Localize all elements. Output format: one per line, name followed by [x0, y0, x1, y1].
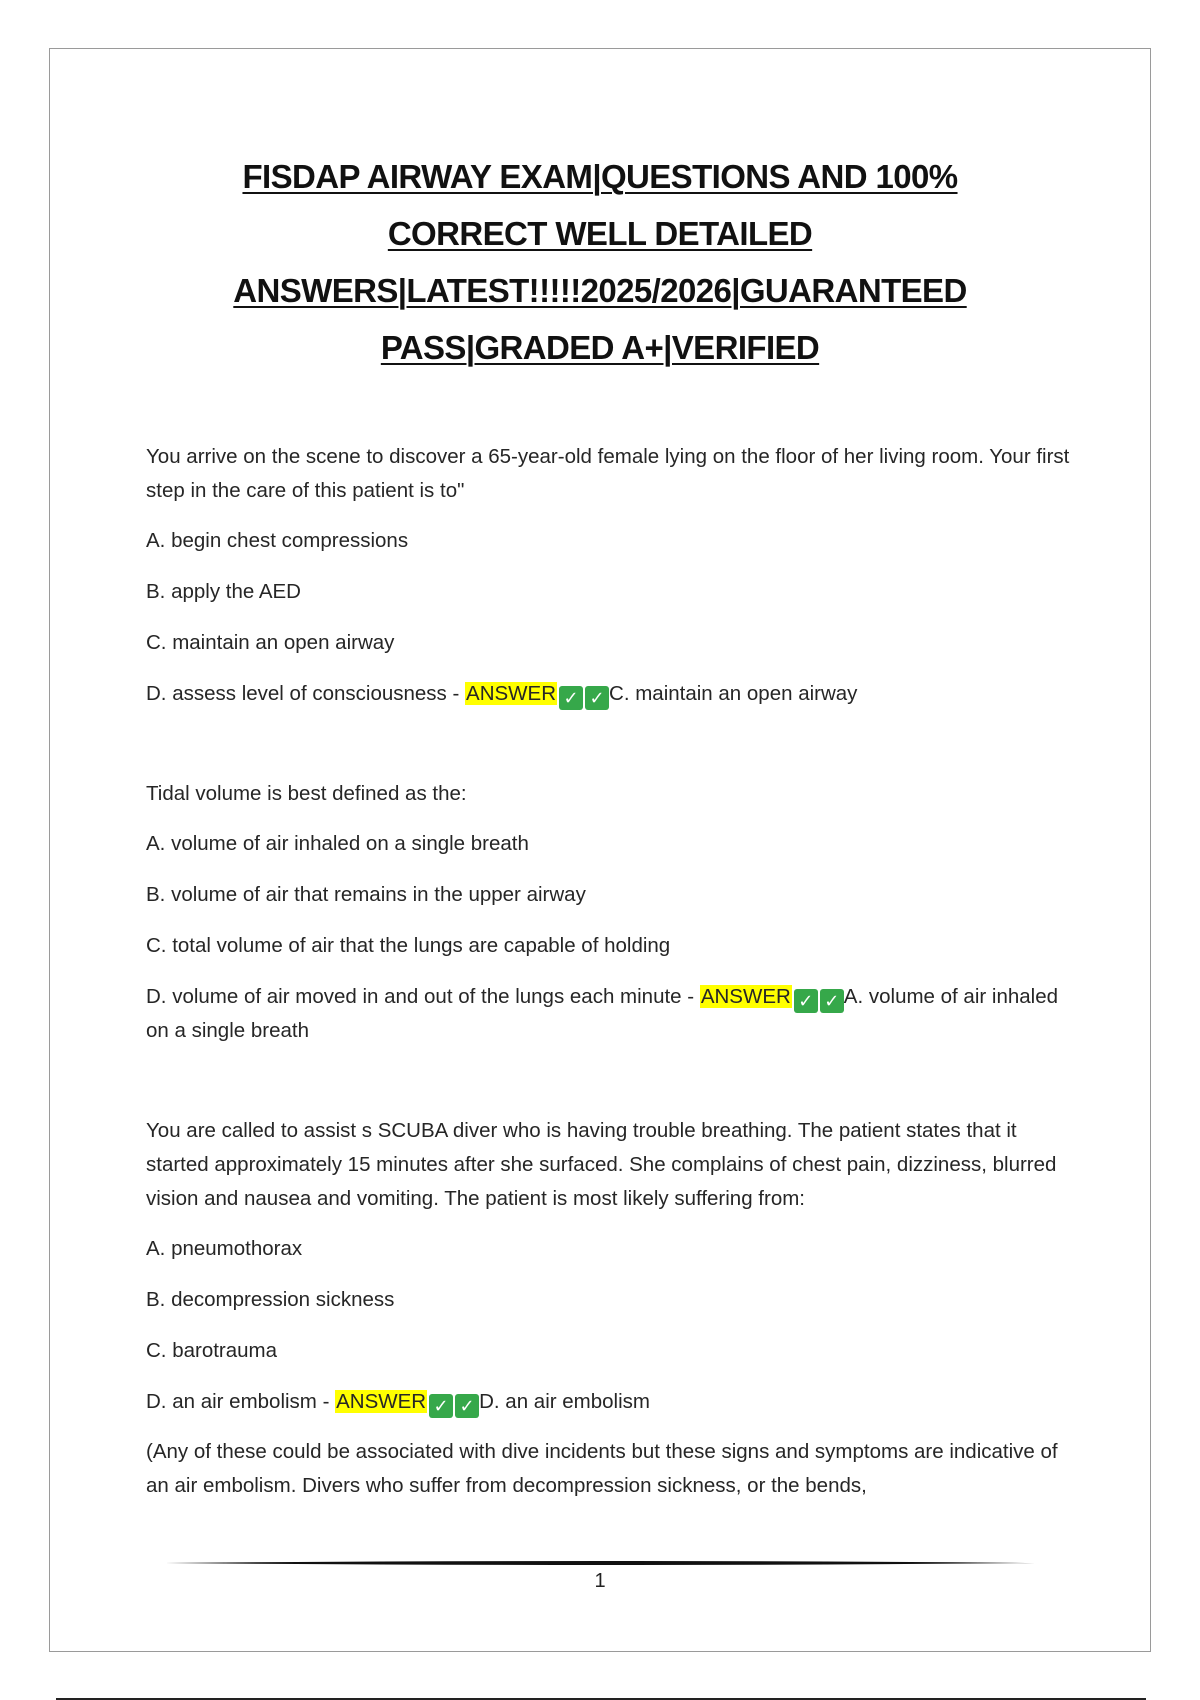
- correct-answer: D. an air embolism: [479, 1390, 650, 1413]
- check-mark-icon: ✓: [429, 1394, 453, 1418]
- answer-option: B. volume of air that remains in the upper airway: [146, 883, 586, 906]
- answer-option: A. pneumothorax: [146, 1237, 303, 1260]
- answer-option: A. volume of air inhaled on a single breath: [146, 832, 529, 855]
- answer-option-with-key: [146, 677, 1076, 711]
- question-block: [146, 777, 1076, 1048]
- answer-option-text: D. an air embolism -: [146, 1390, 336, 1413]
- check-mark-icon: ✓: [559, 686, 583, 710]
- explanation-note: (Any of these could be associated with dive incidents but these signs and symptoms are indicative of an air embolism. Divers who suffer from decompression sickness, or the bends,: [146, 1440, 1058, 1497]
- question-block: [146, 1114, 1076, 1503]
- answer-option: C. barotrauma: [146, 1339, 278, 1362]
- correct-answer: A. volume of air inhaled on a single breath: [146, 985, 1059, 1042]
- title-line: FISDAP AIRWAY EXAM|QUESTIONS AND 100%: [242, 158, 958, 195]
- document-body: [146, 440, 1076, 1503]
- answer-option-text: D. assess level of consciousness -: [146, 682, 466, 705]
- answer-option: C. total volume of air that the lungs are capable of holding: [146, 934, 671, 957]
- title-line: CORRECT WELL DETAILED: [387, 215, 813, 252]
- check-mark-icon: ✓: [794, 989, 818, 1013]
- answer-option: B. decompression sickness: [146, 1288, 395, 1311]
- question-stem: You arrive on the scene to discover a 65-year-old female lying on the floor of her living room. Your first step in the care of this patient is to": [146, 445, 1070, 502]
- answer-label: ANSWER: [466, 682, 557, 705]
- check-mark-icon: ✓: [585, 686, 609, 710]
- correct-answer: C. maintain an open airway: [609, 682, 858, 705]
- answer-label: ANSWER: [336, 1390, 427, 1413]
- footer-divider: [165, 1560, 1035, 1566]
- question-block: [146, 440, 1076, 711]
- question-stem: You are called to assist s SCUBA diver who is having trouble breathing. The patient states that it started approximately 15 minutes after she surfaced. She complains of chest pain, dizziness, blurred vision and nausea and vomiting. The patient is most likely suffering from:: [146, 1119, 1057, 1210]
- document-title: [150, 148, 1050, 376]
- answer-label: ANSWER: [700, 985, 791, 1008]
- answer-option-with-key: [146, 980, 1076, 1048]
- answer-option: C. maintain an open airway: [146, 631, 395, 654]
- answer-option: B. apply the AED: [146, 580, 301, 603]
- question-stem: Tidal volume is best defined as the:: [146, 782, 467, 805]
- answer-option-text: D. volume of air moved in and out of the lungs each minute -: [146, 985, 700, 1008]
- check-mark-icon: ✓: [455, 1394, 479, 1418]
- title-line: PASS|GRADED A+|VERIFIED: [380, 329, 820, 366]
- page-number: 1: [594, 1570, 606, 1592]
- check-mark-icon: ✓: [820, 989, 844, 1013]
- answer-option-with-key: [146, 1385, 1076, 1419]
- answer-option: A. begin chest compressions: [146, 529, 409, 552]
- title-line: ANSWERS|LATEST!!!!!2025/2026|GUARANTEED: [233, 272, 967, 309]
